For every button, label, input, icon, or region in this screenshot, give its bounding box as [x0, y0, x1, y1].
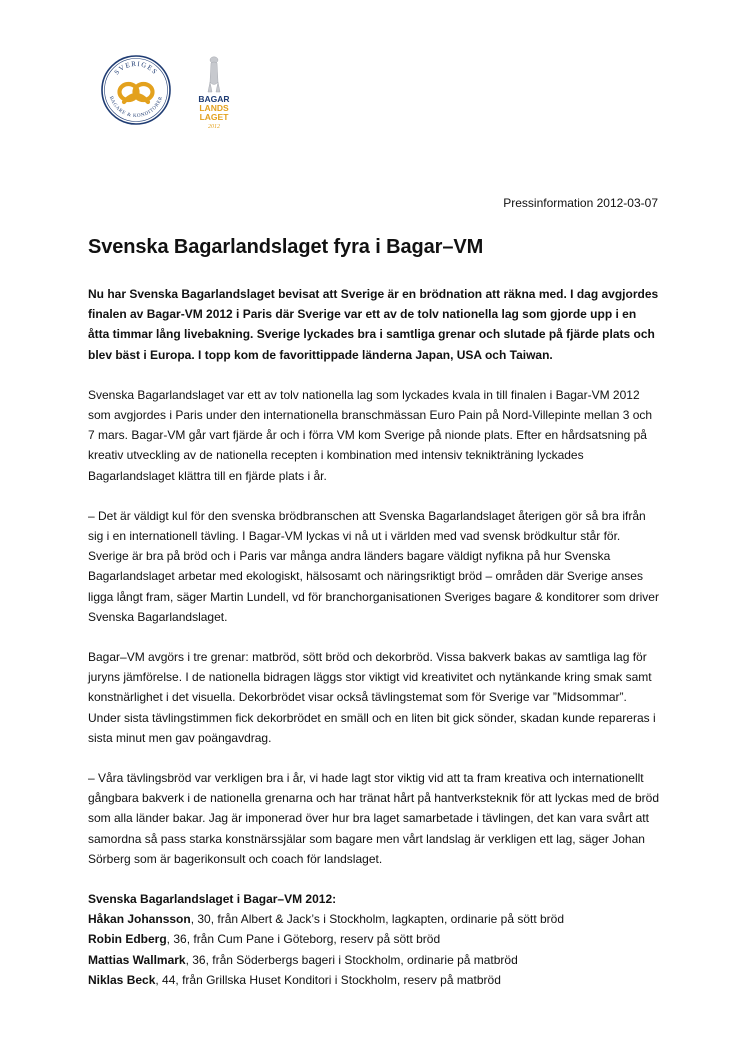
press-info-date: Pressinformation 2012-03-07: [503, 196, 658, 210]
member-name: Håkan Johansson: [88, 912, 191, 927]
member-detail: , 44, från Grillska Huset Konditori i Stockholm, reserv på matbröd: [155, 972, 501, 987]
seal-text-bottom: BAGARE & KONDITORER: [107, 95, 165, 120]
roster-heading: Svenska Bagarlandslaget i Bagar–VM 2012:: [88, 892, 337, 907]
member-detail: , 36, från Cum Pane i Göteborg, reserv på sött bröd: [166, 932, 441, 947]
member-name: Robin Edberg: [88, 932, 167, 947]
team-logo-line3: LAGET: [199, 112, 229, 122]
body-paragraph-3: Bagar–VM avgörs i tre grenar: matbröd, sött bröd och dekorbröd. Vissa bakverk bakas av samtliga lag för juryns jämförelse. I de nationella bidragen läggs stor viktigt vid kreativitet och nytänkande kring smak samt konstnärlighet i det visuella. Dekorbrödet visar också tävlingstemat som för Sverige var ”Midsommar”. Under sista tävlingstimmen fick dekorbrödet en smäll och en liten bit gick sönder, skadan kunde repareras i sista minut men gav poängavdrag.: [88, 650, 656, 745]
member-name: Mattias Wallmark: [88, 952, 186, 967]
roster-member: [88, 929, 660, 949]
svg-text:SVERIGES: [113, 60, 159, 77]
member-detail: , 36, från Söderbergs bageri i Stockholm, ordinarie på matbröd: [185, 952, 518, 967]
lead-paragraph: Nu har Svenska Bagarlandslaget bevisat att Sverige är en brödnation att räkna med. I dag avgjordes finalen av Bagar-VM 2012 i Paris där Sverige var ett av de tolv nationella lag som gjorde upp i en åtta timmar lång livebakning. Sverige lyckades bra i samtliga grenar och slutade på fjärde plats och blev bäst i Europa. I topp kom de favorittippade länderna Japan, USA och Taiwan.: [88, 287, 659, 362]
roster-member: [88, 970, 660, 990]
body-paragraph-1: Svenska Bagarlandslaget var ett av tolv nationella lag som lyckades kvala in till finalen i Bagar-VM 2012 som avgjordes i Paris under den internationella branschmässan Euro Pain på Nord-Villepinte mellan 3 och 7 mars. Bagar-VM går vart fjärde år och i förra VM kom Sverige på nionde plats. Efter en hårdsatsning på kreativ utveckling av de nationella recepten i kombination med intensiv teknikträning lyckades Bagarlandslaget klättra till en fjärde plats i år.: [88, 387, 653, 483]
roster-member: [88, 950, 660, 970]
body-paragraph-2: – Det är väldigt kul för den svenska brödbranschen att Svenska Bagarlandslaget återigen gör så bra ifrån sig i en internationell tävling. I Bagar-VM lyckas vi nå ut i världen med vad svensk brödkultur står för. Sverige är bra på bröd och i Paris var många andra länders bagare väldigt nyfikna på hur Svenska Bagarlandslaget arbetar med ekologiskt, hälsosamt och näringsriktigt bröd – områden där Sverige anses ligga långt fram, säger Martin Lundell, vd för branchorganisationen Sveriges bagare & konditorer som driver Svenska Bagarlandslaget.: [88, 508, 659, 624]
roster-member: [88, 909, 660, 929]
team-logo-line1: BAGAR: [198, 94, 230, 104]
member-detail: , 30, från Albert & Jack’s i Stockholm, lagkapten, ordinarie på sött bröd: [190, 912, 565, 927]
team-logo-year: 2012: [208, 124, 220, 130]
team-roster: [88, 889, 660, 990]
header-logos: [100, 54, 300, 144]
seal-text-top: SVERIGES: [112, 59, 160, 77]
team-logo-line2: LANDS: [199, 103, 229, 113]
member-name: Niklas Beck: [88, 972, 156, 987]
article-body: [88, 284, 660, 990]
page-title: Svenska Bagarlandslaget fyra i Bagar–VM: [88, 236, 484, 258]
sveriges-bagare-konditorer-logo: [100, 54, 172, 126]
bagarlandslaget-logo: [194, 54, 234, 134]
body-paragraph-4: – Våra tävlingsbröd var verkligen bra i år, vi hade lagt stor viktig vid att ta fram kreativa och internationellt gångbara bakverk i de nationella grenarna och har tränat hårt på hantverksteknik för att lyckas med de bröd som alla länder bakar. Jag är imponerad över hur bra laget samarbetade i tävlingen, det kan vara svårt att samordna så pass starka konstnärssjälar som bagare men vårt landslag är verkligen ett lag, säger Johan Sörberg som är bagerikonsult och coach för landslaget.: [88, 771, 660, 866]
